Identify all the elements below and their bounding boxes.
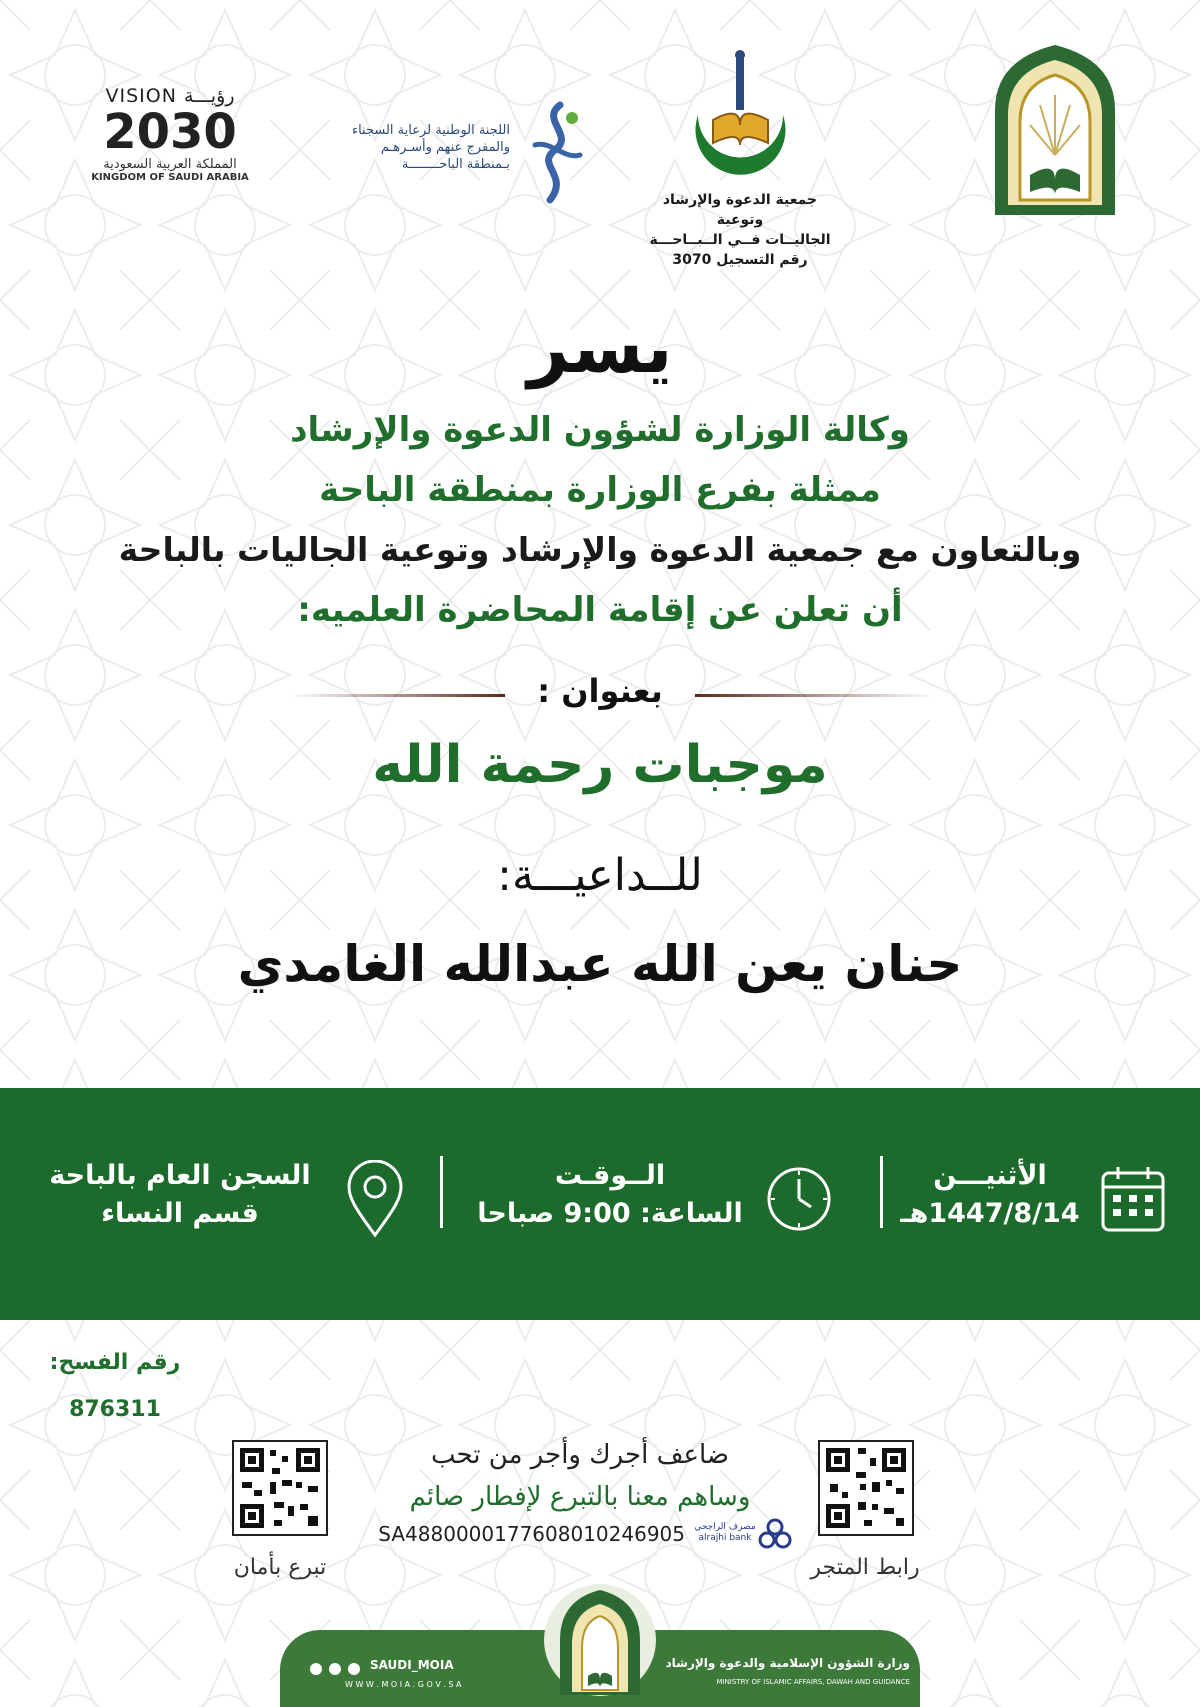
details-separator-2 <box>440 1156 443 1228</box>
vision-title: VISION رؤيـــة <box>105 85 235 107</box>
title-label: بعنوان : <box>537 672 663 710</box>
clock-icon <box>765 1165 833 1233</box>
twitter-icon[interactable] <box>310 1663 322 1675</box>
day-label: الأثنيـــن <box>933 1160 1047 1191</box>
announcement-line-1: وكالة الوزارة لشؤون الدعوة والإرشاد <box>290 410 910 450</box>
vision-kingdom-en: KINGDOM OF SAUDI ARABIA <box>91 172 249 183</box>
store-qr-label: رابط المتجر <box>810 1555 920 1580</box>
website-url[interactable]: W W W . M O I A . G O V . S A <box>345 1680 462 1689</box>
title-divider-left <box>290 694 505 697</box>
iban-number: SA4880000177608010246905 <box>378 1522 685 1546</box>
announcement-line-3: وبالتعاون مع جمعية الدعوة والإرشاد وتوعية الجاليات بالباحة <box>118 530 1082 569</box>
committee-line-1: اللجنة الوطنية لرعاية السجناء <box>351 123 510 138</box>
vision-2030-logo <box>80 85 260 200</box>
committee-line-3: بـمنطقة الباحــــــــة <box>401 157 510 172</box>
social-icons <box>310 1660 365 1676</box>
lecture-title: موجبات رحمة الله <box>372 735 828 795</box>
title-divider-right <box>695 694 935 697</box>
dawah-association-logo <box>640 45 840 268</box>
time-label: الــوقـت <box>554 1160 666 1191</box>
ministry-name-ar: وزارة الشؤون الإسلامية والدعوة والإرشاد <box>665 1656 910 1670</box>
donation-line-2: وساهم معنا بالتبرع لإفطار صائم <box>409 1482 751 1512</box>
place-line-1: السجن العام بالباحة <box>49 1160 311 1191</box>
committee-line-2: والمفرج عنهم وأسـرهـم <box>380 140 510 155</box>
event-time: الساعة: 9:00 صباحا <box>477 1198 743 1229</box>
donate-qr-code[interactable] <box>232 1440 328 1536</box>
ministry-arch-logo <box>990 40 1120 215</box>
place-line-2: قسم النساء <box>101 1198 259 1229</box>
ministry-name-en: MINISTRY OF ISLAMIC AFFAIRS, DAWAH AND GUIDANCE <box>716 1678 910 1686</box>
calligraphy-icon <box>520 100 590 210</box>
association-line-2: الجاليــات فــي الــبــاحـــة <box>649 232 831 248</box>
instagram-icon[interactable] <box>329 1663 341 1675</box>
store-qr-code[interactable] <box>818 1440 914 1536</box>
permit-label: رقم الفسح: <box>49 1350 181 1375</box>
vision-year: 2030 <box>103 104 237 160</box>
donation-line-1: ضاعف أجرك وأجر من تحب <box>430 1440 730 1470</box>
association-line-3: رقم التسجيل 3070 <box>672 252 808 268</box>
qr-pattern-icon <box>820 1442 912 1534</box>
calendar-icon <box>1100 1165 1166 1233</box>
details-separator-1 <box>880 1156 883 1228</box>
announcement-heading: يسر <box>527 305 673 389</box>
youtube-icon[interactable] <box>348 1663 360 1675</box>
location-pin-icon <box>345 1160 405 1238</box>
announcement-line-4: أن تعلن عن إقامة المحاضرة العلميه: <box>297 590 903 630</box>
association-line-1: جمعية الدعوة والإرشاد وتوعية <box>662 192 818 228</box>
bank-name <box>690 1522 760 1544</box>
vision-kingdom-ar: المملكة العربية السعودية <box>103 157 237 172</box>
speaker-label: للــداعيـــة: <box>497 850 703 901</box>
speaker-name: حنان يعن الله عبدالله الغامدي <box>237 935 963 993</box>
alrajhi-bank-icon <box>757 1518 793 1550</box>
permit-number: 876311 <box>69 1397 161 1422</box>
donate-qr-label: تبرع بأمان <box>233 1555 327 1580</box>
bank-name-ar: مصرف الراجحي <box>694 1522 756 1532</box>
prisoners-committee-logo <box>310 100 590 210</box>
social-handle[interactable]: SAUDI_MOIA <box>370 1658 454 1672</box>
crescent-book-icon <box>678 45 803 185</box>
event-date: 1447/8/14هـ <box>900 1198 1080 1229</box>
announcement-line-2: ممثلة بفرع الوزارة بمنطقة الباحة <box>319 470 881 510</box>
qr-pattern-icon <box>234 1442 326 1534</box>
bank-name-en: alrajhi bank <box>698 1533 752 1543</box>
mosque-arch-icon <box>990 40 1120 215</box>
